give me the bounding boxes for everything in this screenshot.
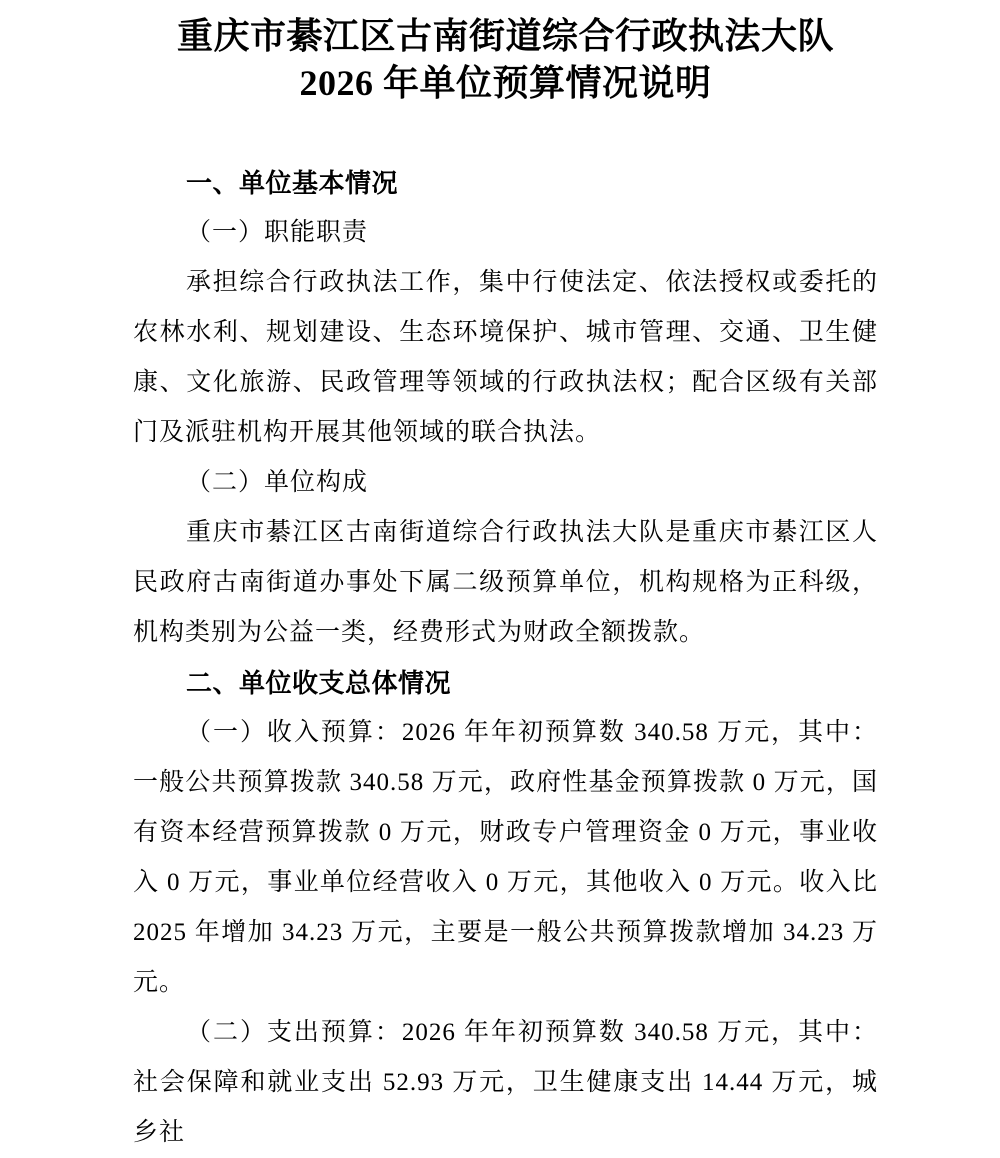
document-title-line1: 重庆市綦江区古南街道综合行政执法大队	[176, 16, 834, 56]
paragraph-expenditure-budget: （二）支出预算：2026 年年初预算数 340.58 万元，其中：社会保障和就业支出 52.93 万元，卫生健康支出 14.44 万元，城乡社	[133, 1019, 878, 1146]
document-title	[133, 13, 878, 107]
subsection-heading-composition: （二）单位构成	[186, 469, 369, 496]
subsection-heading-duties: （一）职能职责	[186, 219, 369, 246]
section-heading-budget-overview: 二、单位收支总体情况	[186, 668, 452, 698]
paragraph-income-budget: （一）收入预算：2026 年年初预算数 340.58 万元，其中：一般公共预算拨款 340.58 万元，政府性基金预算拨款 0 万元，国有资本经营预算拨款 0 万元，财政专户管理资金 0 万元，事业收入 0 万元，事业单位经营收入 0 万元，其他收入 0 万元。收入比 2025 年增加 34.23 万元，主要是一般公共预算拨款增加 34.23 万元。	[133, 719, 878, 996]
paragraph-composition: 重庆市綦江区古南街道综合行政执法大队是重庆市綦江区人民政府古南街道办事处下属二级预算单位，机构规格为正科级，机构类别为公益一类，经费形式为财政全额拨款。	[133, 519, 878, 646]
document-title-line2: 2026 年单位预算情况说明	[299, 63, 712, 103]
document-body	[133, 158, 878, 1158]
paragraph-duties: 承担综合行政执法工作，集中行使法定、依法授权或委托的农林水利、规划建设、生态环境保护、城市管理、交通、卫生健康、文化旅游、民政管理等领域的行政执法权；配合区级有关部门及派驻机构开展其他领域的联合执法。	[133, 269, 878, 446]
section-heading-basic-info: 一、单位基本情况	[186, 168, 399, 198]
